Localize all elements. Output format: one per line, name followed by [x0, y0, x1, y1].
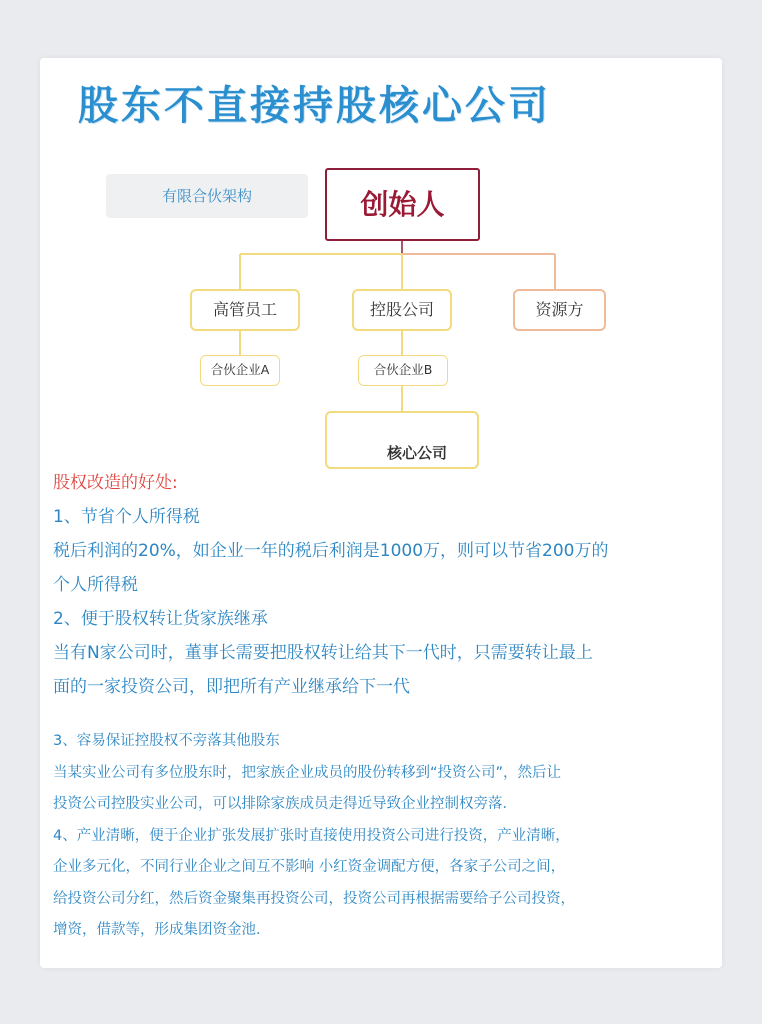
point-2-heading: 2、便于股权转让货家族继承	[53, 609, 268, 629]
section-title: 股权改造的好处:	[53, 473, 178, 493]
partnership-b-node: 合伙企业B	[358, 355, 448, 386]
point-3-line-1: 当某实业公司有多位股东时，把家族企业成员的股份转移到“投资公司”，然后让	[53, 764, 562, 781]
point-4-line-3: 给投资公司分红，然后资金聚集再投资公司，投资公司再根据需要给子公司投资，	[53, 890, 575, 907]
founder-node: 创始人	[325, 168, 480, 241]
point-2-line-1: 当有N家公司时，董事长需要把股权转让给其下一代时，只需要转让最上	[53, 643, 593, 663]
point-1-line-1: 税后利润的20%，如企业一年的税后利润是1000万，则可以节省200万的	[53, 541, 609, 561]
point-3-line-2: 投资公司控股实业公司，可以排除家族成员走得近导致企业控制权旁落．	[53, 796, 517, 812]
structure-label: 有限合伙架构	[106, 174, 308, 218]
point-4-line-4: 增资，借款等，形成集团资金池．	[53, 922, 271, 938]
point-4-line-1: 4、产业清晰，便于企业扩张发展扩张时直接使用投资公司进行投资，产业清晰，	[53, 827, 570, 844]
core-company-node: 核心公司	[325, 411, 479, 469]
point-4-line-2: 企业多元化，不同行业企业之间互不影响 小红资金调配方便，各家子公司之间，	[53, 859, 566, 875]
holding-company-node: 控股公司	[352, 289, 452, 331]
executives-node: 高管员工	[190, 289, 300, 331]
point-3-heading: 3、容易保证控股权不旁落其他股东	[53, 733, 280, 749]
point-1-heading: 1、节省个人所得税	[53, 507, 200, 527]
resource-party-node: 资源方	[513, 289, 606, 331]
benefits-section	[53, 466, 717, 947]
spacer	[53, 704, 717, 726]
point-2-line-2: 面的一家投资公司，即把所有产业继承给下一代	[53, 677, 410, 697]
page-title: 股东不直接持股核心公司	[78, 83, 551, 129]
point-1-line-2: 个人所得税	[53, 575, 138, 595]
partnership-a-node: 合伙企业A	[200, 355, 280, 386]
content-card	[40, 58, 722, 968]
